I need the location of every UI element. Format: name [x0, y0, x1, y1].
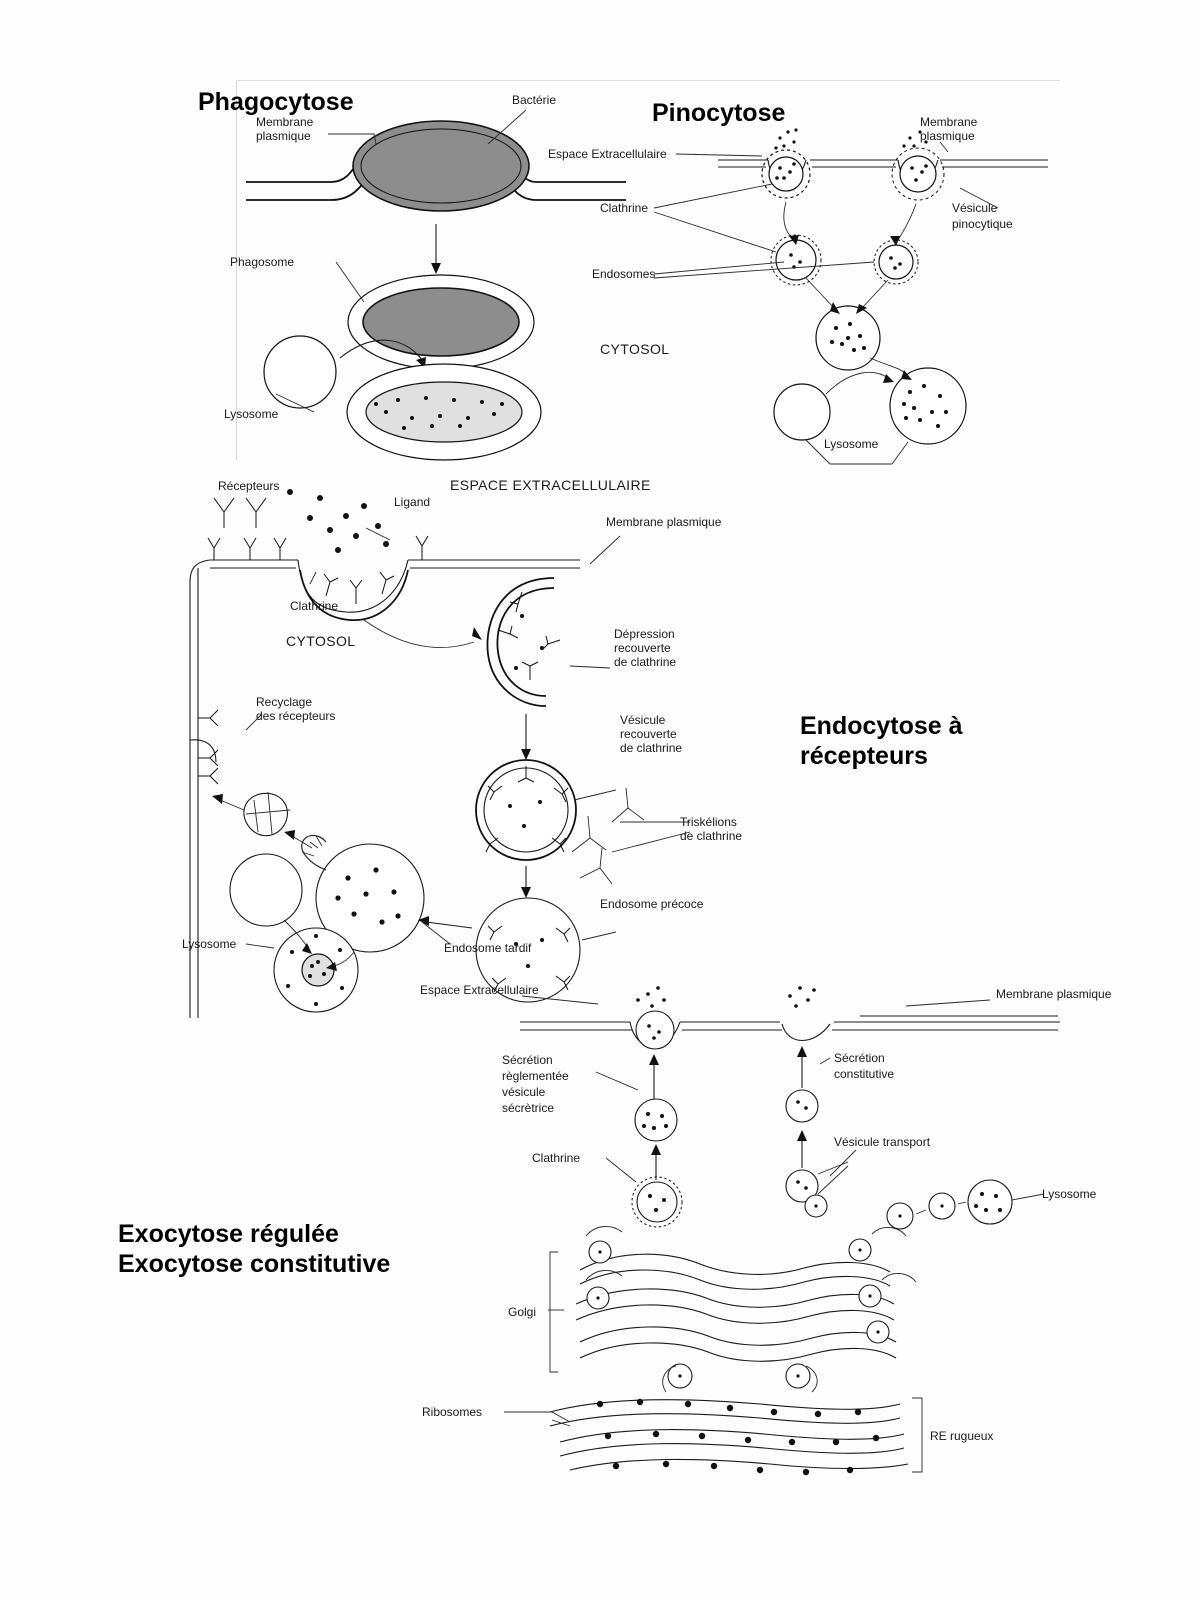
figure-pinocytose [548, 112, 1068, 462]
label-espace-extracellulaire: ESPACE EXTRACELLULAIRE [450, 477, 651, 493]
heading-endocytose-recepteurs [800, 712, 1100, 771]
label-secretion-reglementee-l2: règlementée [502, 1069, 569, 1083]
figure-exocytose [420, 980, 1112, 1480]
label-cytosol: CYTOSOL [286, 633, 356, 649]
label-membrane-plasmique-l1: Membrane [920, 115, 978, 129]
scan-edge-top [236, 80, 1060, 81]
label-clathrine: Clathrine [290, 599, 339, 613]
heading-exocytose-line2: Exocytose constitutive [118, 1249, 391, 1278]
label-espace-extracellulaire: Espace Extracellulaire [548, 147, 667, 161]
label-secretion-constitutive-l1: Sécrétion [834, 1051, 885, 1065]
label-clathrine: Clathrine [600, 201, 649, 215]
label-re-rugueux: RE rugueux [930, 1429, 994, 1443]
label-recyclage-l2: des récepteurs [256, 709, 336, 723]
label-endosome-tardif: Endosome tardif [444, 941, 532, 955]
label-lysosome: Lysosome [1042, 1187, 1097, 1201]
label-membrane-plasmique-l2: plasmique [256, 129, 311, 143]
figure-endocytose-recepteurs [150, 470, 790, 1030]
label-depression-l2: recouverte [614, 641, 671, 655]
label-vesicule-l1: Vésicule [620, 713, 666, 727]
label-golgi: Golgi [508, 1305, 537, 1319]
label-recepteurs: Récepteurs [218, 479, 280, 493]
heading-exocytose-line1: Exocytose régulée [118, 1220, 339, 1248]
label-triskelions-l2: de clathrine [680, 829, 743, 843]
heading-phagocytose: Phagocytose [198, 88, 354, 116]
label-vesicule-l3: de clathrine [620, 741, 683, 755]
label-vesicule-transport: Vésicule transport [834, 1135, 931, 1149]
label-lysosome: Lysosome [182, 937, 237, 951]
label-secretion-reglementee-l1: Sécrétion [502, 1053, 553, 1067]
label-membrane-plasmique: Membrane plasmique [996, 987, 1112, 1001]
label-clathrine: Clathrine [532, 1151, 581, 1165]
label-depression-l1: Dépression [614, 627, 675, 641]
label-secretion-reglementee-l4: sécrètrice [502, 1101, 555, 1115]
label-membrane-plasmique-l1: Membrane [256, 115, 314, 129]
label-ligand: Ligand [394, 495, 431, 509]
label-lysosome: Lysosome [824, 437, 879, 451]
label-bacterie: Bactérie [512, 93, 557, 107]
label-cytosol: CYTOSOL [600, 341, 670, 357]
label-vesicule-pinocytique-l2: pinocytique [952, 217, 1013, 231]
label-depression-l3: de clathrine [614, 655, 677, 669]
label-triskelions-l1: Triskélions [680, 815, 737, 829]
label-endosome-precoce: Endosome précoce [600, 897, 704, 911]
label-lysosome: Lysosome [224, 407, 279, 421]
label-membrane-plasmique: Membrane plasmique [606, 515, 722, 529]
label-recyclage-l1: Recyclage [256, 695, 313, 709]
heading-endocytose-line1: Endocytose à [800, 712, 963, 740]
heading-pinocytose: Pinocytose [652, 99, 786, 127]
label-ribosomes: Ribosomes [422, 1405, 483, 1419]
label-phagosome: Phagosome [230, 255, 295, 269]
label-vesicule-l2: recouverte [620, 727, 677, 741]
label-secretion-reglementee-l3: vésicule [502, 1085, 546, 1099]
label-espace-extracellulaire: Espace Extracellulaire [420, 983, 539, 997]
label-endosomes: Endosomes [592, 267, 656, 281]
heading-endocytose-line2: récepteurs [800, 741, 928, 770]
label-membrane-plasmique-l2: plasmique [920, 129, 975, 143]
label-vesicule-pinocytique-l1: Vésicule [952, 201, 998, 215]
label-secretion-constitutive-l2: constitutive [834, 1067, 895, 1081]
